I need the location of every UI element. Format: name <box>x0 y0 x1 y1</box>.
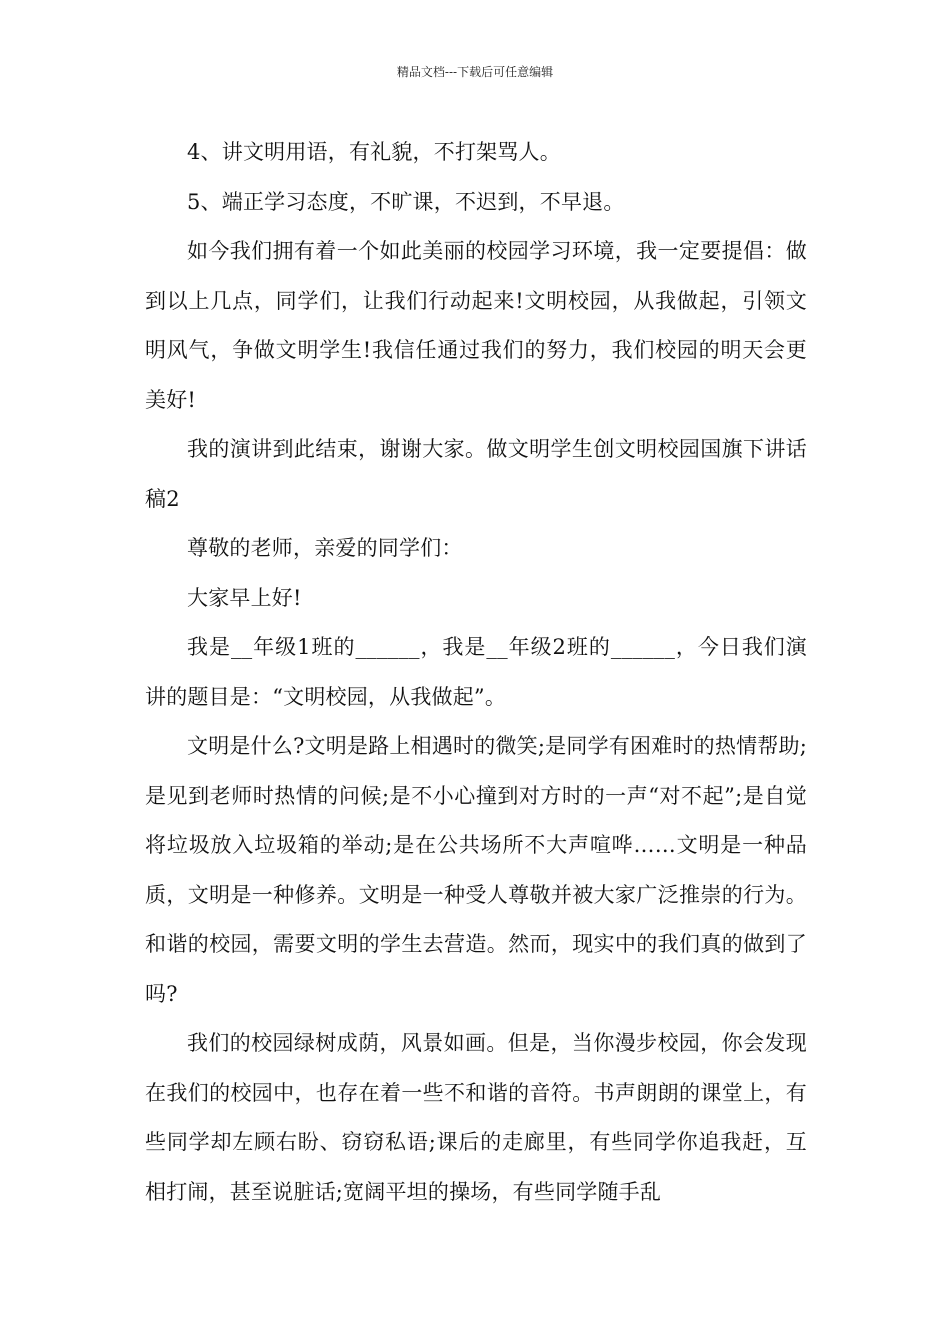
paragraph-rule-4: 4、讲文明用语，有礼貌，不打架骂人。 <box>187 140 561 164</box>
paragraph-salutation: 尊敬的老师，亲爱的同学们： <box>187 536 463 560</box>
paragraph-rule-5: 5、端正学习态度，不旷课，不迟到，不早退。 <box>187 189 625 214</box>
page-header: 精品文档---下载后可任意编辑 <box>396 65 554 79</box>
paragraph-campus-issues: 我们的校园绿树成荫，风景如画。但是，当你漫步校园，你会发现在我们的校园中，也存在着一些不和谐的音符。书声朗朗的课堂上，有些同学却左顾右盼、窃窃私语;课后的走廊里，有些同学你追我赶，互相打闹，甚至说脏话;宽阔平坦的操场，有些同学随手乱 <box>145 1031 807 1204</box>
paragraph-what-is-civility: 文明是什么?文明是路上相遇时的微笑;是同学有困难时的热情帮助;是见到老师时热情的问候;是不小心撞到对方时的一声“对不起”;是自觉将垃圾放入垃圾箱的举动;是在公共场所不大声喧哗……文明是一种品质，文明是一种修养。文明是一种受人尊敬并被大家广泛推崇的行为。和谐的校园，需要文明的学生去营造。然而，现实中的我们真的做到了吗? <box>145 734 807 1006</box>
paragraph-closing-and-title: 我的演讲到此结束，谢谢大家。做文明学生创文明校园国旗下讲话稿2 <box>145 437 807 511</box>
document-body <box>145 128 807 1217</box>
paragraph-greeting: 大家早上好! <box>187 585 302 610</box>
paragraph-introduction: 我是__年级1班的______，我是__年级2班的______，今日我们演讲的题目是：“文明校园，从我做起”。 <box>145 635 807 709</box>
paragraph-call-to-action: 如今我们拥有着一个如此美丽的校园学习环境，我一定要提倡：做到以上几点，同学们，让我们行动起来!文明校园，从我做起，引领文明风气，争做文明学生!我信任通过我们的努力，我们校园的明天会更美好! <box>145 239 807 412</box>
